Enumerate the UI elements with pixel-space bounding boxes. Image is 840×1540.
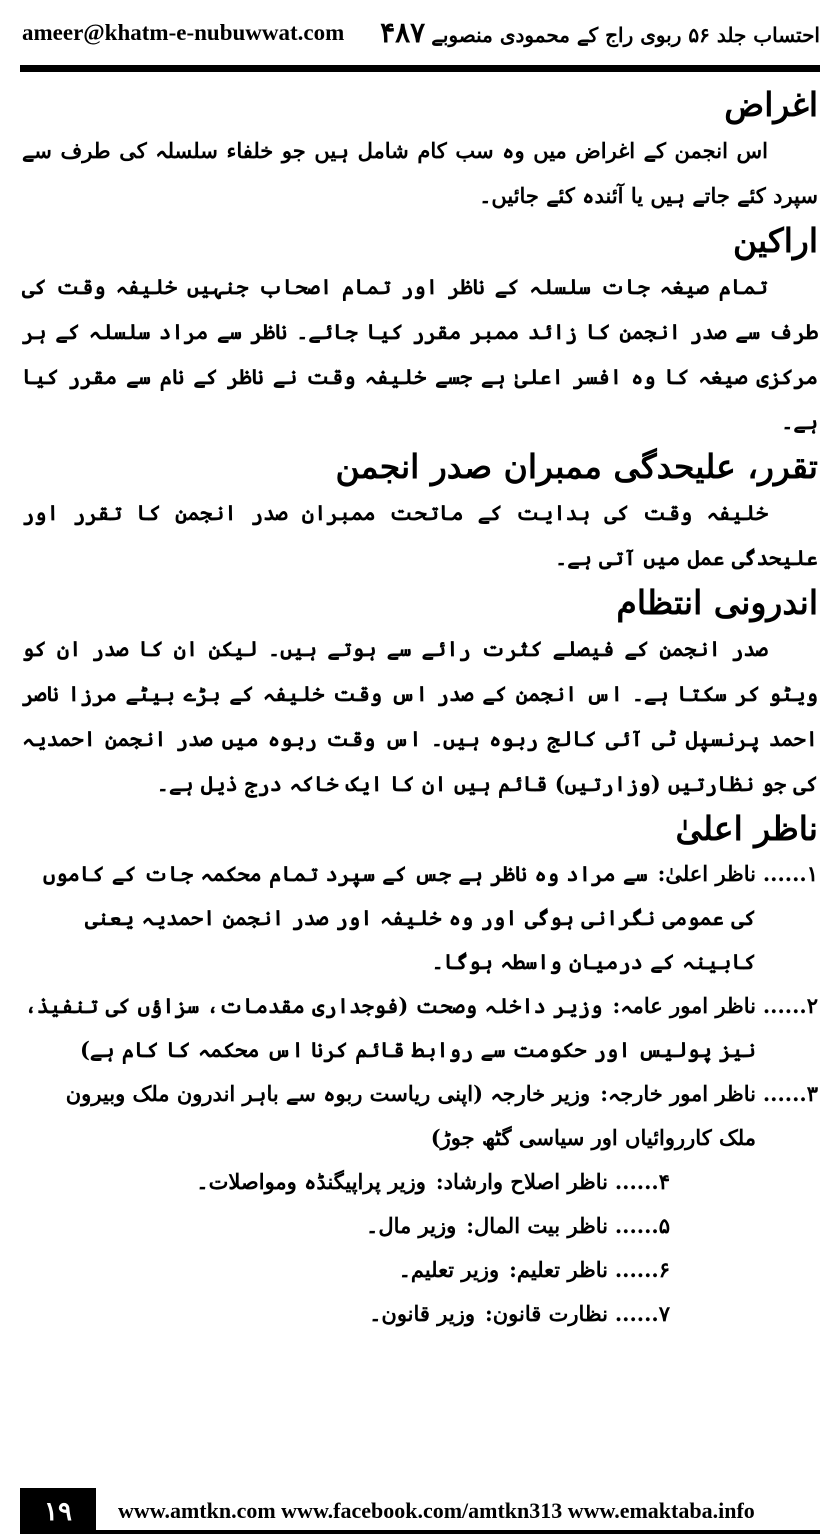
heading-arakeen: اراکین xyxy=(732,221,818,260)
item-text: وزیر مال۔ xyxy=(366,1213,457,1238)
list-item xyxy=(22,1160,818,1204)
item-term: ناظر امور خارجہ: xyxy=(600,1081,756,1106)
item-text: وزیر داخلہ وصحت (فوجداری مقدمات، سزاؤں کی تنفیذ، نیز پولیس اور حکومت سے روابط قائم کرنا اس محکمہ کا کام ہے) xyxy=(24,993,756,1062)
item-term: نظارت قانون: xyxy=(485,1301,608,1326)
footer-page-number: ۱۹ xyxy=(20,1488,96,1534)
item-number: ۲...... xyxy=(762,993,818,1018)
footer-rule xyxy=(96,1530,820,1534)
item-number: ۶...... xyxy=(614,1257,670,1282)
item-term: ناظر تعلیم: xyxy=(509,1257,608,1282)
heading-nazir-ala: ناظر اعلیٰ xyxy=(675,809,818,848)
item-number: ۴...... xyxy=(614,1169,670,1194)
para-intizam: صدر انجمن کے فیصلے کثرت رائے سے ہوتے ہیں۔ لیکن ان کا صدر ان کو ویٹو کر سکتا ہے۔ اس انجمن کے صدر اس وقت خلیفہ کے بڑے بیٹے مرزا ناصر احمد پرنسپل ٹی آئی کالج ربوہ ہیں۔ اس وقت ربوہ میں صدر انجمن احمدیہ کی جو نظارتیں (وزارتیں) قائم ہیں ان کا ایک خاکہ درج ذیل ہے۔ xyxy=(22,636,818,796)
item-number: ۷...... xyxy=(614,1301,670,1326)
item-text: وزیر پراپیگنڈہ ومواصلات۔ xyxy=(196,1169,426,1194)
heading-taqarrur: تقرر، علیحدگی ممبران صدر انجمن xyxy=(335,447,818,486)
list-item xyxy=(22,1072,818,1160)
list-item xyxy=(22,852,818,984)
book-title: احتساب جلد ۵۶ ربوی راج کے محمودی منصوبے xyxy=(431,23,820,47)
header-email: ameer@khatm-e-nubuwwat.com xyxy=(22,20,345,45)
list-item xyxy=(22,1292,818,1336)
list-item xyxy=(22,1248,818,1292)
list-item xyxy=(22,984,818,1072)
item-term: ناظر بیت المال: xyxy=(466,1213,608,1238)
item-number: ۳...... xyxy=(762,1081,818,1106)
item-term: ناظر امور عامہ: xyxy=(612,993,756,1018)
item-number: ۱...... xyxy=(762,861,818,886)
item-term: ناظر اعلیٰ: xyxy=(657,861,756,886)
heading-aghraz: اغراض xyxy=(724,85,818,124)
book-page-number: ۴۸۷ xyxy=(380,16,426,49)
page-body xyxy=(22,82,818,1336)
list-item xyxy=(22,1204,818,1248)
item-text: وزیر تعلیم۔ xyxy=(398,1257,500,1282)
item-text: سے مراد وہ ناظر ہے جس کے سپرد تمام محکمہ جات کے کاموں کی عمومی نگرانی ہوگی اور وہ خلیفہ اور صدر انجمن احمدیہ یعنی کابینہ کے درمیان واسطہ ہوگا۔ xyxy=(43,861,756,974)
item-text: وزیر خارجہ (اپنی ریاست ربوہ سے باہر اندرون ملک وبیرون ملک کارروائیاں اور سیاسی گٹھ جوڑ) xyxy=(65,1081,756,1150)
header-title xyxy=(374,16,820,49)
heading-intizam: اندرونی انتظام xyxy=(616,583,818,622)
para-arakeen: تمام صیغہ جات سلسلہ کے ناظر اور تمام اصحاب جنہیں خلیفہ وقت کی طرف سے صدر انجمن کا زائد ممبر مقرر کیا جائے۔ ناظر سے مراد سلسلہ کے ہر مرکزی صیغہ کا وہ افسر اعلیٰ ہے جسے خلیفہ وقت نے ناظر کے نام سے مقرر کیا ہے۔ xyxy=(22,274,818,434)
footer-links: www.amtkn.com www.facebook.com/amtkn313 www.emaktaba.info xyxy=(118,1498,755,1523)
item-number: ۵...... xyxy=(614,1213,670,1238)
para-taqarrur: خلیفہ وقت کی ہدایت کے ماتحت ممبران صدر انجمن کا تقرر اور علیحدگی عمل میں آتی ہے۔ xyxy=(22,500,818,570)
para-aghraz: اس انجمن کے اغراض میں وہ سب کام شامل ہیں جو خلفاء سلسلہ کی طرف سے سپرد کئے جاتے ہیں یا آئندہ کئے جائیں۔ xyxy=(22,138,818,208)
item-term: ناظر اصلاح وارشاد: xyxy=(435,1169,608,1194)
item-text: وزیر قانون۔ xyxy=(369,1301,475,1326)
header-rule xyxy=(20,65,820,72)
